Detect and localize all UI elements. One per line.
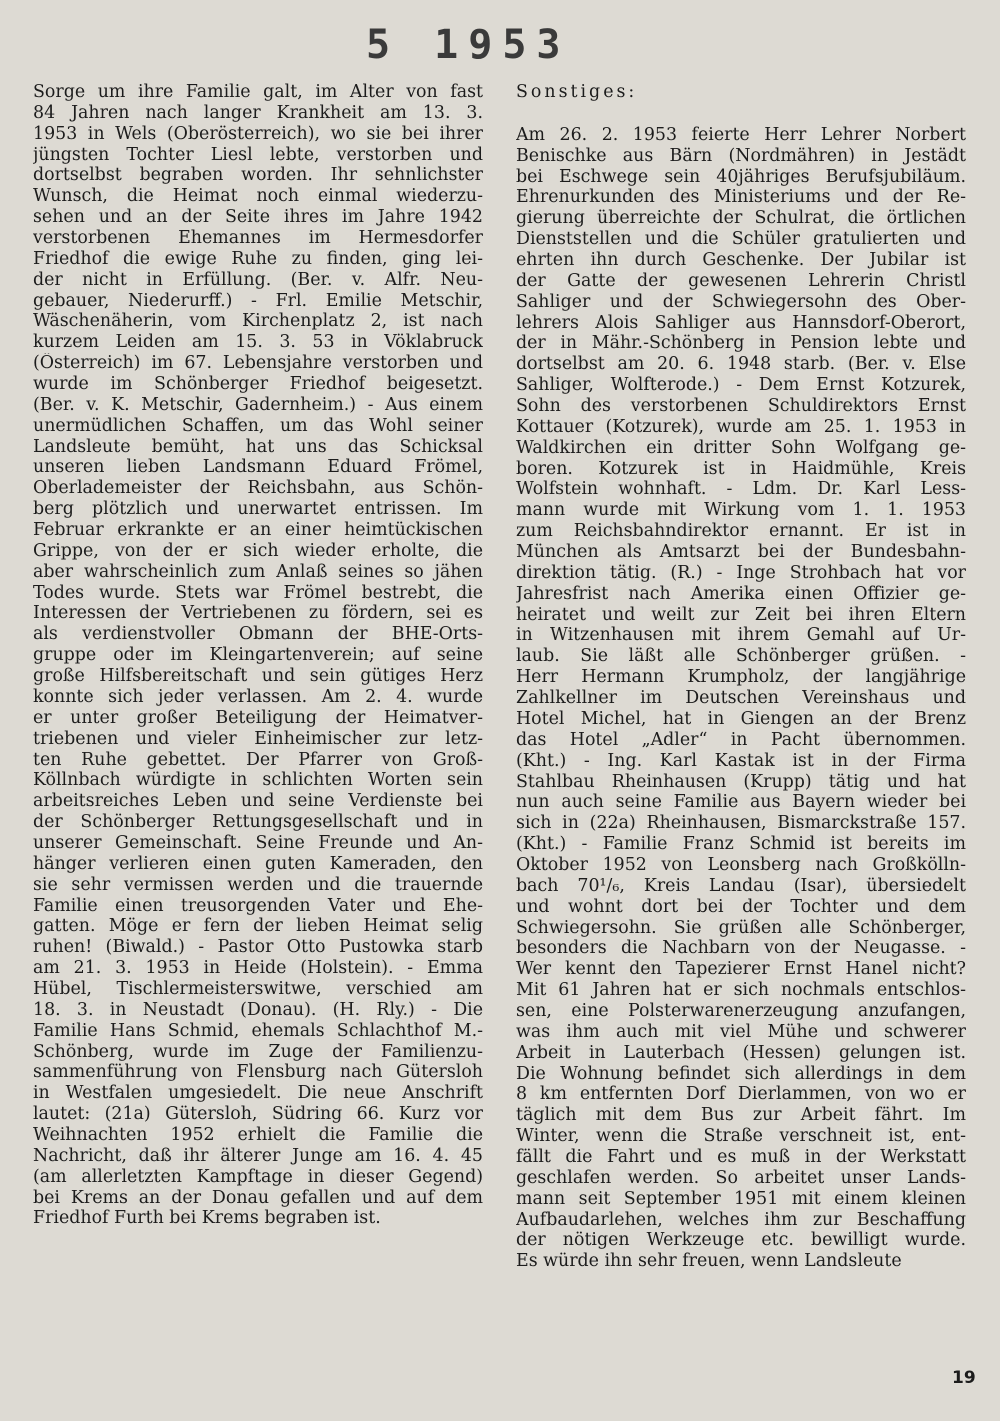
text-line: Nachricht, daß ihr älterer Junge am 16. 4. 45: [33, 1145, 483, 1166]
text-line: Todes wurde. Stets war Frömel bestrebt, die: [33, 582, 483, 603]
text-line: triebenen und vieler Einheimischer zur letz-: [33, 728, 483, 749]
text-line: direktion tätig. (R.) - Inge Strohbach hat vor: [516, 562, 966, 583]
text-line: mann wurde mit Wirkung vom 1. 1. 1953: [516, 500, 966, 521]
text-line: Hotel Michel, hat in Giengen an der Brenz: [516, 708, 966, 729]
text-line: Friedhof die ewige Ruhe zu finden, ging lei-: [33, 248, 483, 269]
text-line: in Witzenhausen mit ihrem Gemahl auf Ur-: [516, 625, 966, 646]
text-line: sie sehr vermissen werden und die trauernde: [33, 874, 483, 895]
date-stamp: 5 1953: [366, 22, 571, 68]
text-line: (am allerletzten Kampftage in dieser Gegend): [33, 1166, 483, 1187]
text-line: aber wahrscheinlich zum Anlaß seines so jähen: [33, 561, 483, 582]
text-line: der nötigen Werkzeuge etc. bewilligt wurde.: [516, 1230, 966, 1251]
text-line: Stahlbau Rheinhausen (Krupp) tätig und hat: [516, 771, 966, 792]
text-line: Schwiegersohn. Sie grüßen alle Schönberger,: [516, 917, 966, 938]
text-line: Familie Hans Schmid, ehemals Schlachthof M.-: [33, 1020, 483, 1041]
text-line: bach 70¹/₆, Kreis Landau (Isar), übersiedelt: [516, 875, 966, 896]
text-line: Am 26. 2. 1953 feierte Herr Lehrer Norbert: [516, 124, 966, 145]
text-line: unermüdlichen Schaffen, um das Wohl seiner: [33, 415, 483, 436]
text-line: (Österreich) im 67. Lebensjahre verstorben und: [33, 353, 483, 374]
text-line: das Hotel „Adler“ in Pacht übernommen.: [516, 729, 966, 750]
text-line: Kottauer (Kotzurek), wurde am 25. 1. 1953 in: [516, 416, 966, 437]
text-line: gatten. Möge er fern der lieben Heimat selig: [33, 916, 483, 937]
text-line: gebauer, Niederurff.) - Frl. Emilie Metschir,: [33, 290, 483, 311]
text-line: heiratet und weilt zur Zeit bei ihren Eltern: [516, 604, 966, 625]
text-line: sehen und an der Seite ihres im Jahre 1942: [33, 207, 483, 228]
text-line: kurzem Leiden am 15. 3. 53 in Vöklabruck: [33, 332, 483, 353]
text-line: fällt die Fahrt und es muß in der Werkstatt: [516, 1146, 966, 1167]
text-line: Oberlademeister der Reichsbahn, aus Schön-: [33, 478, 483, 499]
text-line: der Gatte der gewesenen Lehrerin Christl: [516, 270, 966, 291]
text-line: und wohnt dort bei der Tochter und dem: [516, 896, 966, 917]
text-line: täglich mit dem Bus zur Arbeit fährt. Im: [516, 1105, 966, 1126]
text-line: Sohn des verstorbenen Schuldirektors Ernst: [516, 396, 966, 417]
text-line: boren. Kotzurek ist in Haidmühle, Kreis: [516, 458, 966, 479]
text-line: geschlafen werden. So arbeitet unser Lands-: [516, 1167, 966, 1188]
text-line: Winter, wenn die Straße verschneit ist, ent-: [516, 1126, 966, 1147]
text-line: Sahliger, Wolfterode.) - Dem Ernst Kotzurek,: [516, 375, 966, 396]
text-line: zum Reichsbahndirektor ernannt. Er ist in: [516, 521, 966, 542]
text-line: hänger verlieren einen guten Kameraden, den: [33, 853, 483, 874]
text-line: Grippe, von der er sich wieder erholte, die: [33, 540, 483, 561]
right-column-text: [516, 125, 966, 1272]
right-column: [516, 82, 966, 1272]
text-line: am 21. 3. 1953 in Heide (Holstein). - Emma: [33, 958, 483, 979]
text-line: Mit 61 Jahren hat er sich nochmals entschlos-: [516, 980, 966, 1001]
text-line: ehrten ihn durch Geschenke. Der Jubilar ist: [516, 250, 966, 271]
text-line: unserer Gemeinschaft. Seine Freunde und An-: [33, 832, 483, 853]
text-line: Oktober 1952 von Leonsberg nach Großkölln-: [516, 854, 966, 875]
text-line: Hübel, Tischlermeisterswitwe, verschied am: [33, 978, 483, 999]
text-line: mann seit September 1951 mit einem kleinen: [516, 1188, 966, 1209]
text-line: 1953 in Wels (Oberösterreich), wo sie bei ihrer: [33, 123, 483, 144]
text-line: Arbeit in Lauterbach (Hessen) gelungen ist.: [516, 1042, 966, 1063]
text-line: Jahresfrist nach Amerika einen Offizier ge-: [516, 583, 966, 604]
text-line: 8 km entfernten Dorf Dierlammen, von wo er: [516, 1084, 966, 1105]
page-number: 19: [952, 1368, 976, 1388]
section-heading: Sonstiges:: [516, 82, 638, 102]
text-line: Zahlkellner im Deutschen Vereinshaus und: [516, 688, 966, 709]
text-line: Wunsch, die Heimat noch einmal wiederzu-: [33, 186, 483, 207]
text-line: Köllnbach würdigte in schlichten Worten sein: [33, 770, 483, 791]
text-line: Herr Hermann Krumpholz, der langjährige: [516, 667, 966, 688]
text-line: Schönberg, wurde im Zuge der Familienzu-: [33, 1041, 483, 1062]
text-line: Februar erkrankte er an einer heimtückischen: [33, 520, 483, 541]
text-line: lautet: (21a) Gütersloh, Südring 66. Kurz vor: [33, 1104, 483, 1125]
text-line: bei Krems an der Donau gefallen und auf dem: [33, 1187, 483, 1208]
text-line: (Kht.) - Ing. Karl Kastak ist in der Firma: [516, 750, 966, 771]
text-line: Sorge um ihre Familie galt, im Alter von fast: [33, 82, 483, 102]
text-line: (Ber. v. K. Metschir, Gadernheim.) - Aus einem: [33, 394, 483, 415]
text-line: wurde im Schönberger Friedhof beigesetzt.: [33, 374, 483, 395]
text-line: nun auch seine Familie aus Bayern wieder bei: [516, 792, 966, 813]
text-line: sich in (22a) Rheinhausen, Bismarckstraße 157.: [516, 813, 966, 834]
text-line: gruppe oder im Kleingartenverein; auf seine: [33, 645, 483, 666]
text-line: ten Ruhe gebettet. Der Pfarrer von Groß-: [33, 749, 483, 770]
text-line: Wer kennt den Tapezierer Ernst Hanel nicht?: [516, 959, 966, 980]
text-line: Familie einen treusorgenden Vater und Ehe-: [33, 895, 483, 916]
text-line: verstorbenen Ehemannes im Hermesdorfer: [33, 228, 483, 249]
text-line: als verdienstvoller Obmann der BHE-Orts-: [33, 624, 483, 645]
text-line: er unter großer Beteiligung der Heimatver-: [33, 707, 483, 728]
text-line: sen, eine Polsterwarenerzeugung anzufangen,: [516, 1000, 966, 1021]
text-line: Dienststellen und die Schüler gratulierten und: [516, 229, 966, 250]
text-line: München als Amtsarzt bei der Bundesbahn-: [516, 542, 966, 563]
text-line: arbeitsreiches Leben und seine Verdienste bei: [33, 791, 483, 812]
text-line: in Westfalen umgesiedelt. Die neue Anschrift: [33, 1083, 483, 1104]
text-line: besonders die Nachbarn von der Neugasse. -: [516, 938, 966, 959]
text-line: Wolfstein wohnhaft. - Ldm. Dr. Karl Less-: [516, 479, 966, 500]
text-line: Ehrenurkunden des Ministeriums und der Re-: [516, 187, 966, 208]
text-line: Interessen der Vertriebenen zu fördern, sei es: [33, 603, 483, 624]
text-line: Wäschenäherin, vom Kirchenplatz 2, ist nach: [33, 311, 483, 332]
text-line: sammenführung von Flensburg nach Gütersloh: [33, 1062, 483, 1083]
text-line: Aufbaudarlehen, welches ihm zur Beschaffung: [516, 1209, 966, 1230]
left-column: [33, 82, 483, 1229]
text-line: berg plötzlich und unerwartet entrissen. Im: [33, 499, 483, 520]
text-line: bei Eschwege sein 40jähriges Berufsjubiläum.: [516, 166, 966, 187]
text-line: Waldkirchen ein dritter Sohn Wolfgang ge-: [516, 437, 966, 458]
text-line: unseren lieben Landsmann Eduard Frömel,: [33, 457, 483, 478]
text-line: gierung überreichte der Schulrat, die örtlichen: [516, 208, 966, 229]
text-line: dortselbst begraben worden. Ihr sehnlichster: [33, 165, 483, 186]
text-line: Friedhof Furth bei Krems begraben ist.: [33, 1208, 381, 1229]
text-line: jüngsten Tochter Liesl lebte, verstorben und: [33, 144, 483, 165]
text-line: lehrers Alois Sahliger aus Hannsdorf-Oberort,: [516, 312, 966, 333]
text-line: Benischke aus Bärn (Nordmähren) in Jestädt: [516, 145, 966, 166]
text-line: (Kht.) - Familie Franz Schmid ist bereits im: [516, 834, 966, 855]
text-line: ruhen! (Biwald.) - Pastor Otto Pustowka starb: [33, 937, 483, 958]
text-line: 84 Jahren nach langer Krankheit am 13. 3.: [33, 102, 483, 123]
text-line: Weihnachten 1952 erhielt die Familie die: [33, 1124, 483, 1145]
text-line: der nicht in Erfüllung. (Ber. v. Alfr. Neu-: [33, 269, 483, 290]
text-line: Die Wohnung befindet sich allerdings in dem: [516, 1063, 966, 1084]
text-line: dortselbst am 20. 6. 1948 starb. (Ber. v. Else: [516, 354, 966, 375]
text-line: Es würde ihn sehr freuen, wenn Landsleute: [516, 1251, 902, 1272]
text-line: der Schönberger Rettungsgesellschaft und in: [33, 812, 483, 833]
text-line: große Hilfsbereitschaft und sein gütiges Herz: [33, 666, 483, 687]
text-line: Landsleute bemüht, hat uns das Schicksal: [33, 436, 483, 457]
text-line: Sahliger und der Schwiegersohn des Ober-: [516, 291, 966, 312]
text-line: konnte sich jeder verlassen. Am 2. 4. wurde: [33, 686, 483, 707]
text-line: der in Mähr.-Schönberg in Pension lebte und: [516, 333, 966, 354]
text-line: laub. Sie läßt alle Schönberger grüßen. -: [516, 646, 966, 667]
text-line: 18. 3. in Neustadt (Donau). (H. Rly.) - Die: [33, 999, 483, 1020]
text-line: was ihm auch mit viel Mühe und schwerer: [516, 1021, 966, 1042]
